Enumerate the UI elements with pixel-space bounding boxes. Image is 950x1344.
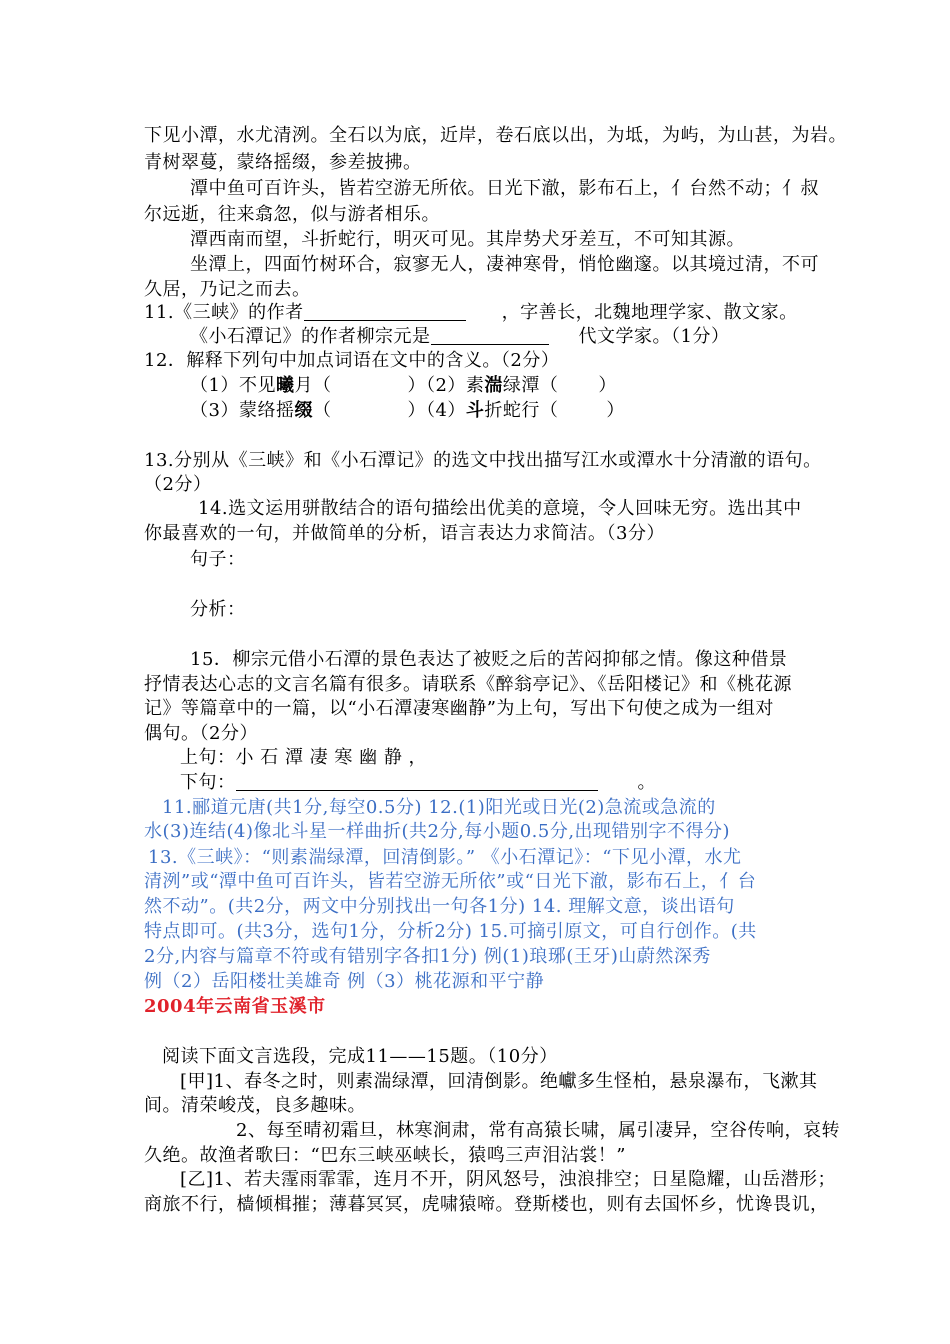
passage-line: [甲]1、春冬之时，则素湍绿潭，回清倒影。绝巘多生怪柏，悬泉瀑布，飞漱其	[180, 1071, 818, 1092]
answer-blank[interactable]	[431, 326, 549, 345]
item-text: ）	[598, 375, 617, 396]
question-14-line1: 14.选文运用骈散结合的语句描绘出优美的意境，令人回味无穷。选出其中	[198, 498, 802, 519]
question-14-sentence-label: 句子：	[190, 549, 246, 570]
item-text: 绿潭（	[502, 375, 559, 396]
item-text: （1）不见	[190, 375, 276, 396]
answer-key-line: 清洌”或“潭中鱼可百许头，皆若空游无所依”或“日光下澈，影布石上，亻台	[144, 871, 757, 892]
question-12-title: 12．解释下列句中加点词语在文中的含义。（2分）	[144, 350, 560, 371]
item-text: ）	[606, 400, 625, 421]
question-15-line3: 记》等篇章中的一篇，以“小石潭凄寒幽静”为上句，写出下句使之成为一组对	[144, 698, 774, 719]
dotted-word: 曦	[275, 375, 295, 396]
question-13-line2: （2分）	[144, 474, 212, 495]
answer-key-line: 特点即可。(共3分，选句1分，分析2分) 15.可摘引原文，可自行创作。(共	[144, 921, 757, 942]
answer-key-line: 11.郦道元唐(共1分,每空0.5分) 12.(1)阳光或日光(2)急流或急流的	[162, 797, 716, 818]
item-text: （3）蒙络摇	[190, 400, 295, 421]
passage-line: 潭中鱼可百许头，皆若空游无所依。日光下澈，影布石上，亻台然不动；亻叔	[190, 178, 819, 199]
passage-line: [乙]1、若夫霪雨霏霏，连月不开，阴风怒号，浊浪排空；日星隐耀，山岳潜形；	[180, 1169, 836, 1190]
answer-key-line: 13.《三峡》：“则素湍绿潭，回清倒影。” 《小石潭记》：“下见小潭，水尤	[148, 847, 742, 868]
passage-line: 潭西南而望，斗折蛇行，明灭可见。其岸势犬牙差互，不可知其源。	[190, 229, 745, 250]
answer-key-line: 水(3)连结(4)像北斗星一样曲折(共2分,每小题0.5分,出现错别字不得分)	[144, 821, 731, 842]
reading-intro: 阅读下面文言选段，完成11——15题。（10分）	[162, 1046, 558, 1067]
answer-key-line: 然不动”。(共2分，两文中分别找出一句各1分) 14. 理解文意，谈出语句	[144, 896, 735, 917]
passage-line: 商旅不行，樯倾楫摧；薄暮冥冥，虎啸猿啼。登斯楼也，则有去国怀乡，忧谗畏讥，	[144, 1194, 829, 1215]
passage-line: 久居，乃记之而去。	[144, 279, 311, 300]
item-text: （	[312, 400, 332, 421]
question-11-line1	[144, 301, 824, 325]
passage-line: 久绝。故渔者歌曰：“巴东三峡巫峡长，猿鸣三声泪沾裳！”	[144, 1145, 626, 1166]
question-14-analysis-label: 分析：	[190, 599, 246, 620]
question-15-lower-sentence	[180, 771, 860, 795]
answer-blank[interactable]	[236, 772, 598, 791]
passage-line: 下见小潭，水尤清洌。全石以为底，近岸，卷石底以出，为坻，为屿，为山甚，为岩。	[144, 125, 847, 146]
passage-line: 2、每至晴初霜旦，林寒涧肃，常有高猿长啸，属引凄异，空谷传响，哀转	[236, 1120, 840, 1141]
question-15-upper-sentence: 上句：小 石 潭 凄 寒 幽 静 ，	[180, 747, 428, 768]
question-11-line2	[190, 325, 870, 349]
section-heading: 2004年云南省玉溪市	[144, 996, 326, 1017]
period: 。	[637, 772, 656, 793]
question-text: ，字善长，北魏地理学家、散文家。	[501, 302, 798, 323]
dotted-word: 斗	[465, 400, 485, 421]
answer-key-line: 例（2）岳阳楼壮美雄奇 例（3）桃花源和平宁静	[144, 971, 545, 992]
item-text: ）（2）素	[407, 375, 485, 396]
question-text: 代文学家。（1分）	[578, 326, 730, 347]
passage-line: 间。清荣峻茂，良多趣味。	[144, 1095, 366, 1116]
question-text: 11.《三峡》的作者	[144, 302, 304, 323]
passage-line: 坐潭上，四面竹树环合，寂寥无人，凄神寒骨，悄怆幽邃。以其境过清，不可	[190, 254, 819, 275]
dotted-word: 缀	[294, 400, 313, 421]
question-text: 《小石潭记》的作者柳宗元是	[190, 326, 431, 347]
passage-line: 尔远逝，往来翕忽，似与游者相乐。	[144, 204, 440, 225]
lower-label: 下句：	[180, 772, 236, 793]
question-12-items-2	[190, 399, 870, 423]
item-text: 月（	[294, 375, 332, 396]
dotted-word: 湍	[484, 375, 503, 396]
answer-key-line: 2分,内容与篇章不符或有错别字各扣1分) 例(1)琅琊(王牙)山蔚然深秀	[144, 946, 711, 967]
question-15-line1: 15．柳宗元借小石潭的景色表达了被贬之后的苦闷抑郁之情。像这种借景	[190, 649, 788, 670]
passage-line: 青树翠蔓，蒙络摇缀，参差披拂。	[144, 152, 422, 173]
question-12-items-1	[190, 374, 870, 398]
item-text: 折蛇行（	[484, 400, 559, 421]
question-14-line2: 你最喜欢的一句，并做简单的分析，语言表达力求简洁。（3分）	[144, 523, 665, 544]
question-15-line4: 偶句。（2分）	[144, 723, 258, 744]
item-text: ）（4）	[407, 400, 466, 421]
question-15-line2: 抒情表达心志的文言名篇有很多。请联系《醉翁亭记》、《岳阳楼记》和《桃花源	[144, 674, 792, 695]
answer-blank[interactable]	[304, 302, 466, 321]
question-13-line1: 13.分别从《三峡》和《小石潭记》的选文中找出描写江水或潭水十分清澈的语句。	[144, 450, 822, 471]
